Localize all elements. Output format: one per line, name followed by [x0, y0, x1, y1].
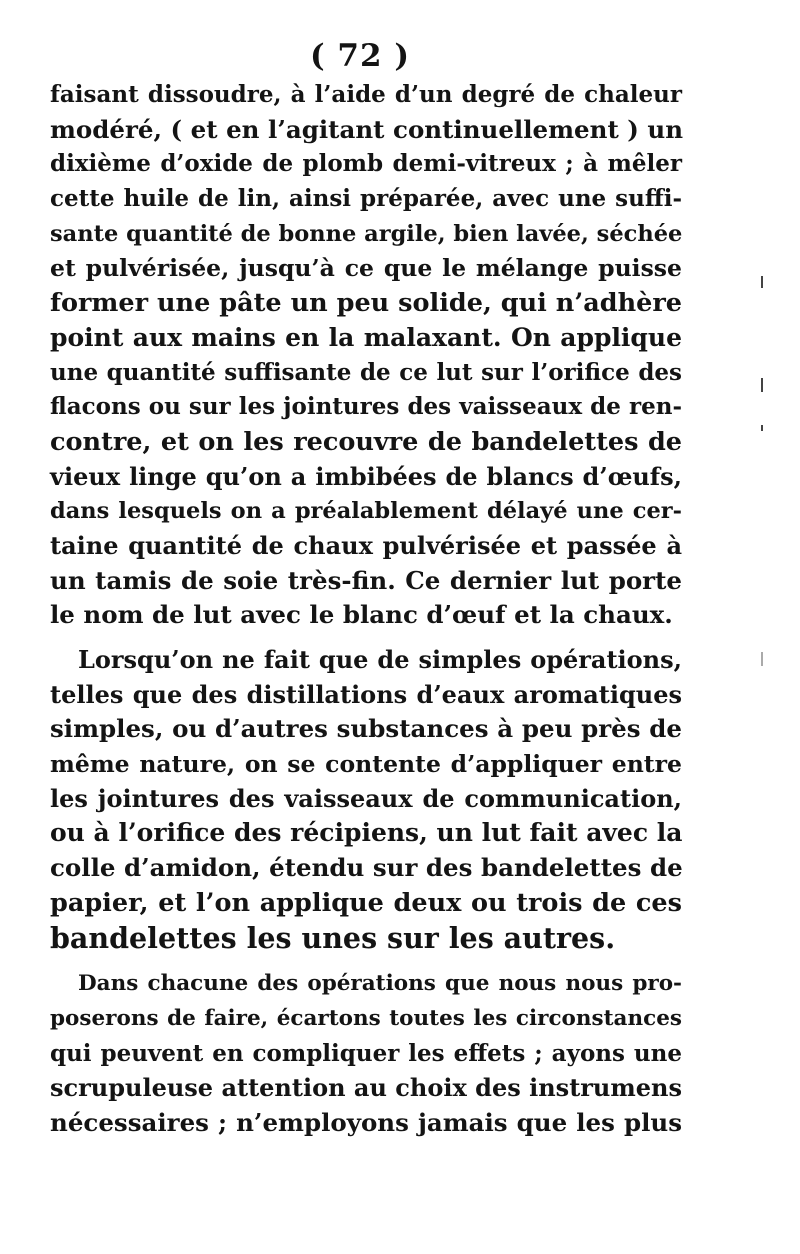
text-line: même nature, on se contente d’appliquer entre — [50, 750, 682, 779]
text-line: cette huile de lin, ainsi préparée, avec une suffi- — [50, 185, 682, 213]
page-number: ( 72 ) — [309, 38, 411, 74]
text-line: bandelettes les unes sur les autres. — [50, 920, 616, 955]
text-line: sante quantité de bonne argile, bien lavée, séchée — [50, 220, 683, 247]
body-text — [50, 78, 682, 1141]
text-line: colle d’amidon, étendu sur des bandelettes de — [50, 853, 683, 883]
text-line: Lorsqu’on ne fait que de simples opérations, — [78, 645, 682, 674]
margin-scan-mark — [761, 425, 763, 431]
text-line: contre, et on les recouvre de bandelettes de — [50, 426, 682, 457]
paragraph-1 — [50, 78, 682, 633]
text-line: taine quantité de chaux pulvérisée et passée à — [50, 530, 682, 560]
margin-scan-mark — [761, 652, 763, 666]
text-line: le nom de lut avec le blanc d’œuf et la chaux. — [50, 600, 673, 630]
text-line: nécessaires ; n’employons jamais que les plus — [50, 1107, 682, 1137]
paragraph-2 — [50, 643, 682, 955]
text-line: papier, et l’on applique deux ou trois de ces — [50, 887, 682, 918]
text-line: point aux mains en la malaxant. On applique — [50, 322, 682, 352]
text-line: un tamis de soie très-fin. Ce dernier lut porte — [50, 565, 682, 595]
paragraph-3 — [50, 967, 682, 1140]
text-line: vieux linge qu’on a imbibées de blancs d’œufs, — [50, 461, 682, 491]
text-line: scrupuleuse attention au choix des instrumens — [50, 1073, 682, 1103]
text-line: Dans chacune des opérations que nous nous pro- — [78, 971, 682, 997]
text-line: faisant dissoudre, à l’aide d’un degré de chaleur — [50, 81, 682, 108]
text-line: ou à l’orifice des récipiens, un lut fait avec la — [50, 818, 683, 848]
text-line: dixième d’oxide de plomb demi-vitreux ; à mêler — [50, 150, 682, 178]
text-line: les jointures des vaisseaux de communication, — [50, 783, 682, 813]
text-line: modéré, ( et en l’agitant continuellement ) un — [50, 114, 684, 144]
text-line: qui peuvent en compliquer les effets ; ayons une — [50, 1039, 682, 1067]
text-line: telles que des distillations d’eaux aromatiques — [50, 679, 682, 709]
margin-scan-mark — [761, 378, 763, 392]
text-line: flacons ou sur les jointures des vaisseaux de ren- — [50, 393, 682, 421]
text-line: poserons de faire, écartons toutes les circonstances — [50, 1005, 682, 1031]
margin-scan-mark — [761, 276, 763, 288]
text-line: dans lesquels on a préalablement délayé une cer- — [50, 498, 682, 525]
text-line: former une pâte un peu solide, qui n’adhère — [50, 288, 682, 319]
text-line: et pulvérisée, jusqu’à ce que le mélange puisse — [50, 254, 682, 283]
text-line: une quantité suffisante de ce lut sur l’orifice des — [50, 358, 682, 386]
text-line: simples, ou d’autres substances à peu près de — [50, 714, 682, 744]
